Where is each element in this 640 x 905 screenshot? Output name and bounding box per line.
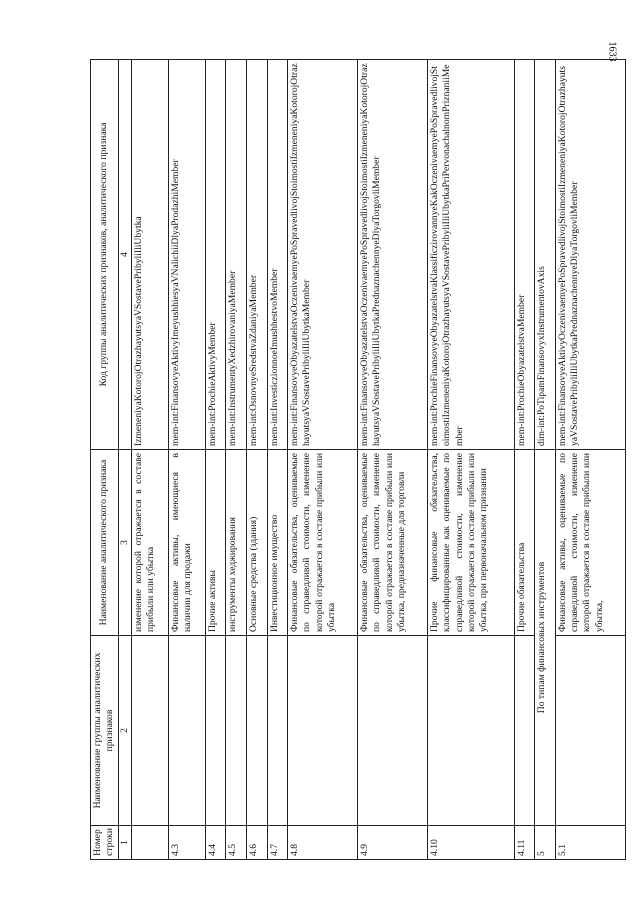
row-number: 4.8 [288, 826, 358, 860]
feature-name: Прочие обязательства [514, 450, 535, 636]
table-row [288, 60, 358, 860]
column-number: 3 [118, 450, 131, 636]
table-row [168, 60, 205, 860]
header-row [91, 60, 119, 860]
row-number: 4.5 [226, 826, 247, 860]
feature-code: mem-int:InvesticzionnoeImushhestvoMember [267, 60, 288, 450]
rotated-page [90, 60, 626, 860]
feature-code: mem-int:ProchieAktivyMember [205, 60, 226, 450]
table-row [267, 60, 288, 860]
row-number: 4.3 [168, 826, 205, 860]
row-number: 4.6 [246, 826, 267, 860]
group-name [168, 636, 205, 826]
group-name: По типам финансовых инструментов [535, 450, 556, 826]
group-name [428, 636, 515, 826]
row-number: 4.9 [358, 826, 428, 860]
column-number: 4 [118, 60, 131, 450]
feature-code: mem-int:ProchieObyazatelstvaMember [514, 60, 535, 450]
group-name [358, 636, 428, 826]
feature-name: изменение которой отражается в составе прибыли или убытка [131, 450, 168, 636]
feature-code: dim-int:PoTipamFinansovyxInstrumentovAxis [535, 60, 556, 450]
page-number: 1633 [606, 41, 618, 62]
table-row [535, 60, 556, 860]
table-row [514, 60, 535, 860]
table-row [131, 60, 168, 860]
row-number: 5 [535, 826, 556, 860]
feature-name: Основные средства (здания) [246, 450, 267, 636]
feature-code: mem-int:FinansovyeObyazatelstvaOczenivaemyePoSpravedlivojStoimostiIzmeneniyaKotorojOtrazhayutsyaVSostavePribyliIliUbytkaMember [288, 60, 358, 450]
feature-name: Финансовые обязательства, оцениваемые по справедливой стоимости, изменение которой отражается в составе прибыли или убытка, предназначенные для торговли [358, 450, 428, 636]
column-number-row [118, 60, 131, 860]
group-name [555, 636, 625, 826]
group-name [288, 636, 358, 826]
group-name [514, 636, 535, 826]
group-name [246, 636, 267, 826]
feature-name: Финансовые активы, оцениваемые по справедливой стоимости, изменение которой отражается в составе прибыли или убытка, [555, 450, 625, 636]
feature-code: mem-int:ProchieFinansovyeObyazatelstvaKlassificzirovannyeKakOczenivaemyePoSpravedlivojStoimostiIzmeneniyaKotorojOtrazhayutsyaVSostavePribyliIliUbytkaPriPervonachalnomPriznaniiMember [428, 60, 515, 450]
feature-name: Финансовые активы, имеющиеся в наличии для продажи [168, 450, 205, 636]
feature-code: mem-int:InstrumentyXedzhirovaniyaMember [226, 60, 247, 450]
feature-name: Прочие финансовые обязательства, классифицированные как оцениваемые по справедливой стоимости, изменение которой отражается в составе прибыли или убытка, при первоначальном признании [428, 450, 515, 636]
table-row [226, 60, 247, 860]
feature-name: инструменты хеджирования [226, 450, 247, 636]
row-number: 4.7 [267, 826, 288, 860]
group-name [205, 636, 226, 826]
table-row [428, 60, 515, 860]
header-code: Код группы аналитических признаков, аналитического признака [91, 60, 119, 450]
group-name [226, 636, 247, 826]
group-name [267, 636, 288, 826]
column-number: 2 [118, 636, 131, 826]
feature-code: mem-int:FinansovyeAktivyImeyushhiesyaVNalichiiDlyaProdazhiMember [168, 60, 205, 450]
feature-code: mem-int:FinansovyeObyazatelstvaOczenivaemyePoSpravedlivojStoimostiIzmeneniyaKotorojOtrazhayutsyaVSostavePribyliIliUbytkaPrednaznachennyeDlyaTorgovliMember [358, 60, 428, 450]
row-number [131, 826, 168, 860]
feature-name: Финансовые обязательства, оцениваемые по справедливой стоимости, изменение которой отражается в составе прибыли или убытка [288, 450, 358, 636]
group-name [131, 636, 168, 826]
header-feature-name: Наименование аналитического признака [91, 450, 119, 636]
analytics-table [90, 59, 626, 860]
table-row [246, 60, 267, 860]
table-row [205, 60, 226, 860]
row-number: 4.11 [514, 826, 535, 860]
row-number: 4.4 [205, 826, 226, 860]
feature-name: Прочие активы [205, 450, 226, 636]
feature-name: Инвестиционное имущество [267, 450, 288, 636]
feature-code: mem-int:OsnovnyeSredstvaZdaniyaMember [246, 60, 267, 450]
row-number: 4.10 [428, 826, 515, 860]
header-group-name: Наименование группы аналитических признаков [91, 636, 119, 826]
table-row [358, 60, 428, 860]
feature-code: mem-int:FinansovyeAktivyOczenivaemyePoSpravedlivojStoimostiIzmeneniyaKotorojOtrazhayutsyaVSostavePribyliIliUbytkaPrednaznachennyeDlyaTorgovliMember [555, 60, 625, 450]
header-row-number: Номер строки [91, 826, 119, 860]
feature-code: IzmeneniyaKotorojOtrazhayutsyaVSostavePribyliIliUbytka [131, 60, 168, 450]
table-row [555, 60, 625, 860]
row-number: 5.1 [555, 826, 625, 860]
column-number: 1 [118, 826, 131, 860]
